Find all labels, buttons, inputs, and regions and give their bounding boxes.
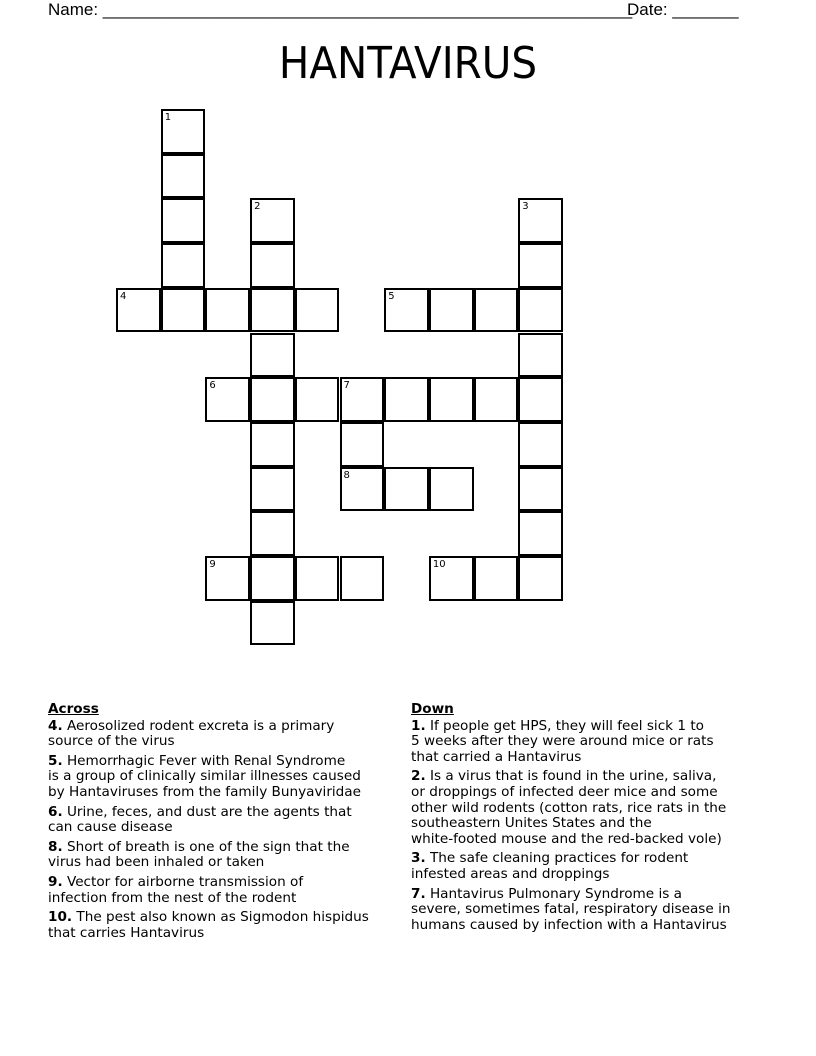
down-clues [411, 702, 781, 937]
grid-cell[interactable] [474, 556, 519, 601]
grid-cell[interactable] [250, 601, 295, 646]
clue-number: 8. [48, 838, 63, 855]
clue-text: Aerosolized rodent excreta is a primary source of the virus [48, 717, 335, 750]
clue-text: Vector for airborne transmission of infection from the nest of the rodent [48, 873, 304, 906]
grid-cell[interactable] [518, 556, 563, 601]
grid-cell[interactable] [384, 377, 429, 422]
grid-cell[interactable] [250, 556, 295, 601]
grid-cell[interactable] [250, 422, 295, 467]
grid-cell[interactable] [429, 467, 474, 512]
grid-cell[interactable] [474, 377, 519, 422]
across-clue [48, 754, 398, 801]
clue-number-label: 3 [522, 201, 529, 213]
grid-cell[interactable] [250, 333, 295, 378]
across-clue [48, 910, 398, 941]
across-clue [48, 840, 398, 871]
clue-number-label: 7 [343, 380, 350, 392]
grid-cell[interactable] [295, 377, 340, 422]
clue-text: Urine, feces, and dust are the agents that can cause disease [48, 803, 352, 836]
across-clue [48, 805, 398, 836]
grid-cell[interactable] [295, 288, 340, 333]
clue-text: Short of breath is one of the sign that the virus had been inhaled or taken [48, 838, 350, 871]
grid-cell[interactable] [250, 198, 295, 243]
clue-number-label: 6 [209, 380, 216, 392]
grid-cell[interactable] [340, 556, 385, 601]
grid-cell[interactable] [429, 556, 474, 601]
grid-cell[interactable] [161, 288, 206, 333]
clue-text: Hantavirus Pulmonary Syndrome is a severe, sometimes fatal, respiratory disease in humans caused by infection with a Hantavirus [411, 885, 731, 933]
clue-number-label: 4 [120, 290, 127, 302]
grid-cell[interactable] [161, 198, 206, 243]
clue-text: The pest also known as Sigmodon hispidus that carries Hantavirus [48, 909, 369, 941]
grid-cell[interactable] [518, 333, 563, 378]
clue-number-label: 5 [388, 290, 395, 302]
grid-cell[interactable] [518, 288, 563, 333]
clue-number-label: 1 [164, 112, 172, 123]
grid-cell[interactable] [116, 288, 161, 333]
clue-number: 9. [48, 873, 63, 890]
clue-text: The safe cleaning practices for rodent infested areas and droppings [411, 850, 689, 882]
across-heading: Across [48, 701, 99, 717]
grid-cell[interactable] [250, 511, 295, 556]
grid-cell[interactable] [161, 243, 206, 288]
across-clues [48, 702, 398, 945]
grid-cell[interactable] [250, 467, 295, 512]
clue-number-label: 8 [343, 469, 350, 481]
clue-number: 2. [411, 768, 426, 785]
clue-number-label: 2 [254, 201, 261, 213]
grid-cell[interactable] [518, 198, 563, 243]
name-field-label: Name: ________________________________________________________ [48, 0, 633, 19]
down-clue [411, 887, 781, 934]
grid-cell[interactable] [429, 288, 474, 333]
grid-cell[interactable] [250, 377, 295, 422]
clue-number: 5. [48, 752, 63, 769]
grid-cell[interactable] [384, 288, 429, 333]
grid-cell[interactable] [295, 556, 340, 601]
grid-cell[interactable] [161, 154, 206, 199]
down-clue [411, 769, 781, 847]
grid-cell[interactable] [518, 377, 563, 422]
grid-cell[interactable] [340, 467, 385, 512]
down-clue [411, 719, 781, 766]
grid-cell[interactable] [474, 288, 519, 333]
grid-cell[interactable] [340, 377, 385, 422]
clue-number: 10. [48, 909, 73, 926]
clue-text: If people get HPS, they will feel sick 1 to 5 weeks after they were around mice or rats that carried a Hantavirus [411, 717, 714, 765]
clue-number-label: 10 [432, 559, 446, 570]
across-clue [48, 875, 398, 906]
grid-cell[interactable] [161, 109, 206, 154]
clue-text: Is a virus that is found in the urine, saliva, or droppings of infected deer mice and some other wild rodents (cotton rats, rice rats in the southeastern Unites States and the white-footed mouse and the red-backed vole) [411, 768, 727, 847]
grid-cell[interactable] [518, 243, 563, 288]
clue-number: 6. [48, 803, 63, 820]
clue-number: 3. [411, 850, 426, 867]
grid-cell[interactable] [205, 288, 250, 333]
grid-cell[interactable] [518, 467, 563, 512]
clue-text: Hemorrhagic Fever with Renal Syndrome is a group of clinically similar illnesses caused by Hantaviruses from the family Bunyaviridae [48, 752, 362, 800]
grid-cell[interactable] [518, 511, 563, 556]
across-clue [48, 719, 398, 750]
grid-cell[interactable] [518, 422, 563, 467]
clue-number: 4. [48, 717, 63, 734]
down-clue [411, 851, 781, 882]
clue-number: 1. [411, 717, 426, 734]
date-field-label: Date: _______ [627, 0, 739, 19]
grid-cell[interactable] [205, 556, 250, 601]
grid-cell[interactable] [429, 377, 474, 422]
grid-cell[interactable] [205, 377, 250, 422]
page-title: HANTAVIRUS [278, 38, 538, 89]
clue-number: 7. [411, 885, 426, 902]
grid-cell[interactable] [250, 288, 295, 333]
grid-cell[interactable] [340, 422, 385, 467]
grid-cell[interactable] [384, 467, 429, 512]
grid-cell[interactable] [250, 243, 295, 288]
clue-number-label: 9 [209, 559, 216, 570]
down-heading: Down [411, 701, 454, 717]
